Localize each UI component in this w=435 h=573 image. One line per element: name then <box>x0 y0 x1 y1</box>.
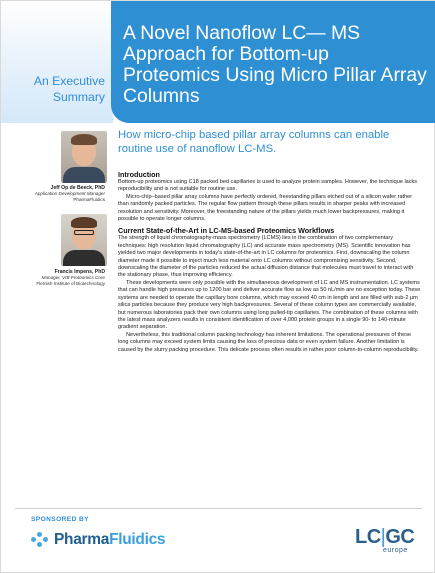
author-name-2: Francis Impens, PhD <box>54 269 105 275</box>
author-name-1: Jeff Op de Beeck, PhD <box>50 185 105 191</box>
executive-summary-line2: Summary <box>52 90 105 104</box>
author-photo-1-hair <box>71 134 97 145</box>
pharmafluidics-logo-icon <box>31 530 51 550</box>
author-photo-2-shoulders <box>63 250 105 266</box>
intro-paragraph-2: Micro-chip–based pillar array columns have perfectly ordered, freestanding pillars etched out of a silicon wafer rather than randomly packed particles. The regular flow pattern through these pillars results in sharper peaks with increased resolution and sensitivity. Moreover, the freestanding nature of the pillars yields much lower backpressures, making it possible to operate longer columns. <box>118 193 413 223</box>
author-photo-2 <box>61 214 107 266</box>
pharmafluidics-logo-text <box>54 531 165 549</box>
lcgc-region: europe <box>383 547 408 554</box>
lcgc-wordmark: LC|GC <box>355 526 415 548</box>
author-photo-2-glasses <box>74 230 94 235</box>
section-heading-state-of-the-art: Current State-of-the-Art in LC-MS-based Proteomics Workflows <box>118 226 335 236</box>
author-role-1: Application Development Manager <box>34 191 105 196</box>
author-org-2: Flemish Institute of Biotechnology <box>36 281 105 286</box>
pharmafluidics-logo <box>31 529 165 551</box>
article-body <box>118 170 421 354</box>
sota-paragraph-1: The strength of liquid chromatography-mass spectrometry (LCMS) lies in the combination of two complementary techniques: high resolution liquid chromatography (LC) and accurate mass spectrometry (MS). Scientific innovation has yielded two major developments in today's state-of-the-art in LC columns for proteomics. First, downscaling the column diameter made it possible to inject much less material onto LC columns without compromising sensitivity. Second, downscaling the diameter of the particles reduced the actual diffusion distance that molecules must travel to interact with the stationary phase, thus improving efficiency. <box>118 235 414 279</box>
sponsor-logo-part1: Pharma <box>54 531 110 548</box>
lcgc-gc: GC <box>385 526 415 548</box>
footer-divider <box>15 508 422 509</box>
executive-summary-line1: An Executive <box>33 74 105 88</box>
subtitle: How micro-chip based pillar array columns can enable routine use of nanoflow LC-MS. <box>118 129 390 155</box>
author-role-2: Manager, VIB Proteomics Core <box>41 275 105 280</box>
lcgc-lc: LC <box>355 526 381 548</box>
sponsored-by-label: SPONSORED BY <box>31 516 89 523</box>
page-title: A Novel Nanoflow LC— MS Approach for Bottom-up Proteomics Using Micro Pillar Array Columns <box>123 22 427 107</box>
sponsor-logo-part2: Fluidics <box>109 531 166 548</box>
lcgc-europe-logo <box>355 526 421 560</box>
executive-summary-label <box>9 73 105 105</box>
author-photo-1 <box>61 131 107 183</box>
author-photo-2-hair <box>71 217 97 228</box>
section-heading-introduction: Introduction <box>118 170 160 179</box>
author-photo-1-shoulders <box>63 167 105 183</box>
sota-paragraph-3: Nevertheless, this traditional column packing technology has inherent limitations. The operational pressures of these long columns may exceed system limits causing the loss of precious data or even system failure. Another limitation is caused by the slurry packing procedure. This delicate process often results in rather poor column-to-column reproducibility. <box>118 331 419 353</box>
author-org-1: PharmaFluidics <box>73 197 105 202</box>
sota-paragraph-2: These developments were only possible with the simultaneous development of LC and MS instrumentation. LC systems that can handle high pressures up to 1200 bar and deliver accurate flow as low as 50 nL/min are no exception today. These systems are needed to operate the capillary bore columns, which may exceed 40 cm in length and are filled with sub-2 µm silica particles because they produce very high backpressures. Several of these column types are commercially available, but numerous laboratories pack their own columns using long pulled-tip capillaries. The combination of these columns with the latest mass analyzers results in consistent identification of over 4,000 protein groups in a single 90- to 140-minute gradient separation. <box>118 279 421 331</box>
intro-paragraph-1: Bottom-up proteomics using C18 packed bed capillaries is used to analyze protein samples. However, the technique lacks reproducibility and is not suitable for routine use. <box>118 179 418 193</box>
